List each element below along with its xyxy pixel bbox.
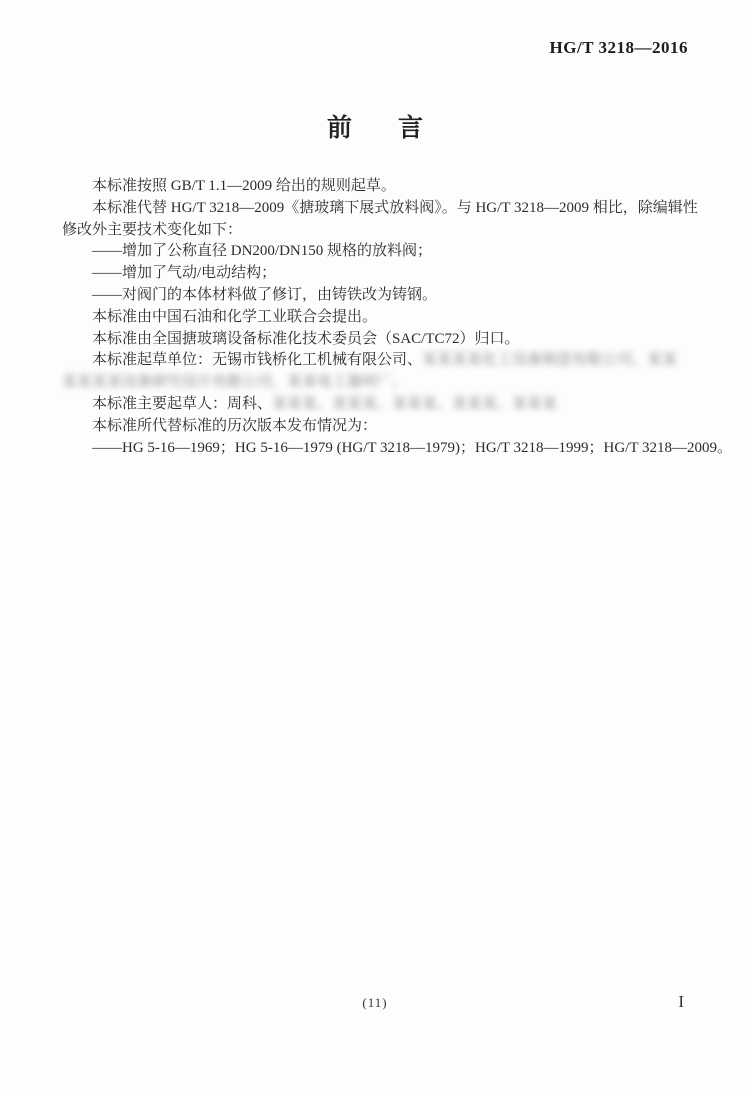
line-text: 本标准由中国石油和化学工业联合会提出。 bbox=[92, 308, 378, 325]
line-text: ——对阀门的本体材料做了修订，由铸铁改为铸钢。 bbox=[92, 286, 438, 303]
line-text: 本标准主要起草人：周科、 bbox=[92, 395, 273, 412]
footer-page-indicator: (11) bbox=[362, 995, 388, 1010]
paragraph-line bbox=[62, 285, 694, 307]
redacted-text: 某某某某设备研究设计有限公司、某某电工器材厂。 bbox=[62, 374, 408, 391]
paragraph-line bbox=[62, 329, 694, 351]
line-text: 本标准由全国搪玻璃设备标准化技术委员会（SAC/TC72）归口。 bbox=[92, 330, 520, 347]
paragraph-line bbox=[62, 372, 694, 394]
line-text: 本标准所代替标准的历次版本发布情况为： bbox=[92, 417, 378, 434]
foreword-body bbox=[62, 176, 732, 459]
paragraph-line bbox=[62, 307, 694, 329]
title-char-2: 言 bbox=[398, 114, 424, 142]
paragraph-line bbox=[62, 416, 694, 438]
paragraph-line bbox=[62, 438, 732, 460]
paragraph-line bbox=[62, 220, 694, 242]
line-text: 本标准起草单位：无锡市钱桥化工机械有限公司、 bbox=[92, 352, 423, 369]
standard-code-header: HG/T 3218—2016 bbox=[549, 38, 688, 57]
redacted-text: 某某某某化工设备制造有限公司、某某 bbox=[422, 352, 678, 369]
paragraph-line bbox=[62, 176, 694, 198]
line-text: 本标准代替 HG/T 3218—2009《搪玻璃下展式放料阀》。与 HG/T 3218—2009 相比，除编辑性 bbox=[92, 199, 698, 216]
redacted-text: 某某某、某某某、某某某、某某某、某某某 bbox=[272, 395, 558, 412]
line-text: ——增加了公称直径 DN200/DN150 规格的放料阀； bbox=[92, 243, 432, 260]
line-text: 修改外主要技术变化如下： bbox=[62, 221, 243, 238]
paragraph-line bbox=[62, 394, 694, 416]
footer-page-number: I bbox=[678, 992, 684, 1011]
title-char-1: 前 bbox=[326, 114, 352, 142]
paragraph-line bbox=[62, 241, 694, 263]
line-text: ——HG 5-16—1969；HG 5-16—1979 (HG/T 3218—1979)；HG/T 3218—1999；HG/T 3218—2009。 bbox=[92, 439, 732, 456]
page-title bbox=[0, 108, 750, 144]
paragraph-line bbox=[62, 263, 694, 285]
line-text: 本标准按照 GB/T 1.1—2009 给出的规则起草。 bbox=[92, 178, 396, 194]
paragraph-line bbox=[62, 350, 694, 372]
line-text: ——增加了气动/电动结构； bbox=[92, 265, 277, 282]
paragraph-line bbox=[62, 198, 698, 220]
